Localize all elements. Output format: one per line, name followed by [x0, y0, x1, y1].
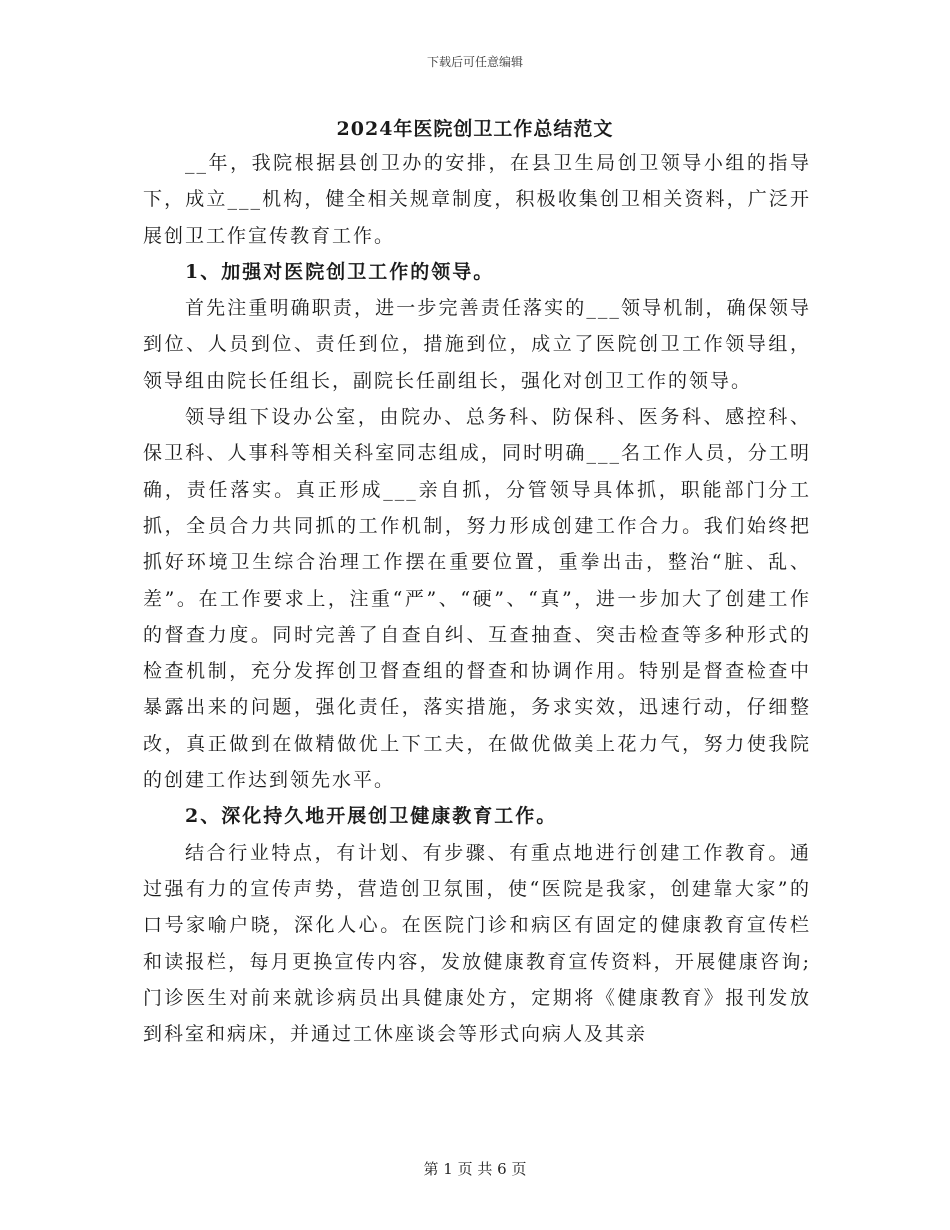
section-2-heading: 2、深化持久地开展创卫健康教育工作。	[185, 805, 558, 828]
document-title: 2024年医院创卫工作总结范文	[336, 118, 614, 140]
section-1-paragraph-1: 首先注重明确职责，进一步完善责任落实的___领导机制，确保领导到位、人员到位、责任到位，措施到位，成立了医院创卫工作领导组，领导组由院长任组长，副院长任副组长，强化对创卫工作的领导。	[143, 297, 811, 392]
section-1-heading: 1、加强对医院创卫工作的领导。	[185, 260, 495, 283]
section-2-paragraph-1: 结合行业特点，有计划、有步骤、有重点地进行创建工作教育。通过强有力的宣传声势，营造创卫氛围，使“医院是我家，创建靠大家”的口号家喻户晓，深化人心。在医院门诊和病区有固定的健康教育宣传栏和读报栏，每月更换宣传内容，发放健康教育宣传资料，开展健康咨询;门诊医生对前来就诊病员出具健康处方，定期将《健康教育》报刊发放到科室和病床，并通过工休座谈会等形式向病人及其亲	[143, 841, 811, 1046]
section-1-paragraph-2: 领导组下设办公室，由院办、总务科、防保科、医务科、感控科、保卫科、人事科等相关科室同志组成，同时明确___名工作人员，分工明确，责任落实。真正形成___亲自抓，分管领导具体抓，职能部门分工抓，全员合力共同抓的工作机制，努力形成创建工作合力。我们始终把抓好环境卫生综合治理工作摆在重要位置，重拳出击，整治“脏、乱、差”。在工作要求上，注重“严”、“硬”、“真”，进一步加大了创建工作的督查力度。同时完善了自查自纠、互查抽查、突击检查等多种形式的检查机制，充分发挥创卫督查组的督查和协调作用。特别是督查检查中暴露出来的问题，强化责任，落实措施，务求实效，迅速行动，仔细整改，真正做到在做精做优上下工夫，在做优做美上花力气，努力使我院的创建工作达到领先水平。	[143, 406, 811, 792]
document-body	[143, 145, 811, 1052]
page-number: 第 1 页 共 6 页	[423, 1160, 527, 1178]
download-note: 下载后可任意编辑	[426, 55, 523, 69]
intro-paragraph: __年，我院根据县创卫办的安排，在县卫生局创卫领导小组的指导下，成立___机构，健全相关规章制度，积极收集创卫相关资料，广泛开展创卫工作宣传教育工作。	[143, 152, 811, 247]
